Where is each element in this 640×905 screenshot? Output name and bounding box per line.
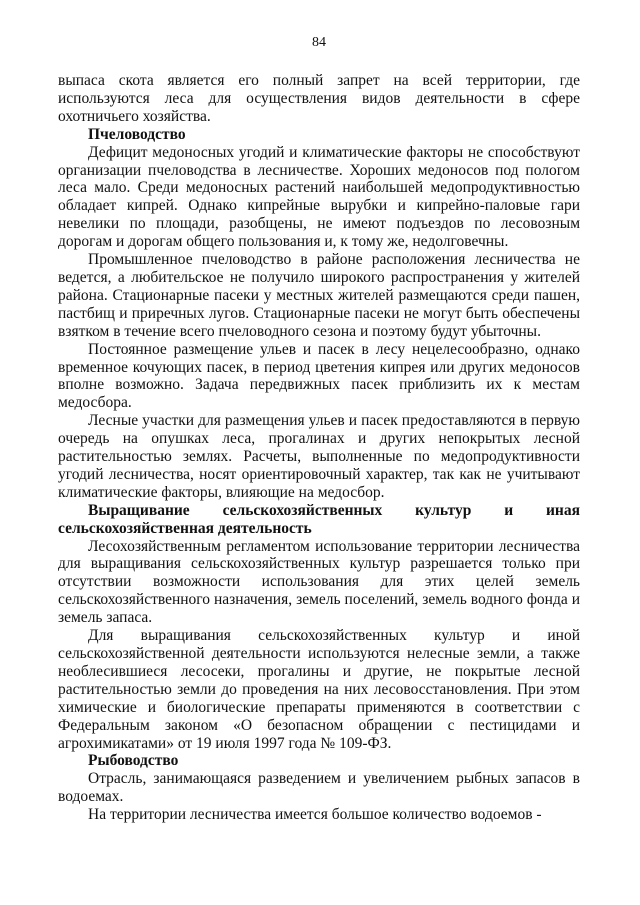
paragraph: Отрасль, занимающаяся разведением и увеличением рыбных запасов в водоемах. [58,770,580,806]
page-number: 84 [312,35,326,50]
paragraph: Промышленное пчеловодство в районе расположения лесничества не ведется, а любительское не получило широкого распространения у жителей района. Стационарные пасеки у местных жителей размещаются среди пашен, пастбищ и приречных лугов. Стационарные пасеки не могут быть обеспечены взятком в течение всего пчеловодного сезона и поэтому будут убыточны. [58,251,580,340]
paragraph: Для выращивания сельскохозяйственных культур и иной сельскохозяйственной деятельности используются нелесные земли, а также необлесившиеся лесосеки, прогалины и другие, не покрытые лесной растительностью земли до проведения на них лесовосстановления. При этом химические и биологические препараты применяются в соответствии с Федеральным законом «О безопасном обращении с пестицидами и агрохимикатами» от 19 июля 1997 года № 109-ФЗ. [58,627,580,752]
paragraph: На территории лесничества имеется большое количество водоемов - [88,806,542,824]
document-page [58,34,580,824]
paragraph: выпаса скота является его полный запрет на всей территории, где используются леса для осуществления видов деятельности в сфере охотничьего хозяйства. [58,72,580,125]
paragraph: Лесохозяйственным регламентом использование территории лесничества для выращивания сельскохозяйственных культур разрешается только при отсутствии возможности использования для этих целей земель сельскохозяйственного назначения, земель поселений, земель водного фонда и земель запаса. [58,537,580,627]
section-heading: Рыбоводство [88,752,179,770]
paragraph: Лесные участки для размещения ульев и пасек предоставляются в первую очередь на опушках леса, прогалинах и других непокрытых лесной растительностью землях. Расчеты, выполненные по медопродуктивности угодий лесничества, носят ориентировочный характер, так как не учитывают климатические факторы, влияющие на медосбор. [58,412,580,501]
section-heading: Пчеловодство [88,125,186,143]
paragraph: Постоянное размещение ульев и пасек в лесу нецелесообразно, однако временное кочующих пасек, в период цветения кипрея или других медоносов вполне возможно. Задача передвижных пасек приблизить их к местам медосбора. [58,340,580,412]
section-heading: Выращивание сельскохозяйственных культур и иная сельскохозяйственная деятельность [58,501,580,537]
paragraph: Дефицит медоносных угодий и климатические факторы не способствуют организации пчеловодства в лесничестве. Хороших медоносов под пологом леса мало. Среди медоносных растений наибольшей медопродуктивностью обладает кипрей. Однако кипрейные вырубки и кипрейно-паловые гари невелики по площади, разобщены, не имеют подъездов по лесовозным дорогам и дорогам общего пользования и, к тому же, недолговечны. [58,143,580,251]
document-body [58,72,580,824]
